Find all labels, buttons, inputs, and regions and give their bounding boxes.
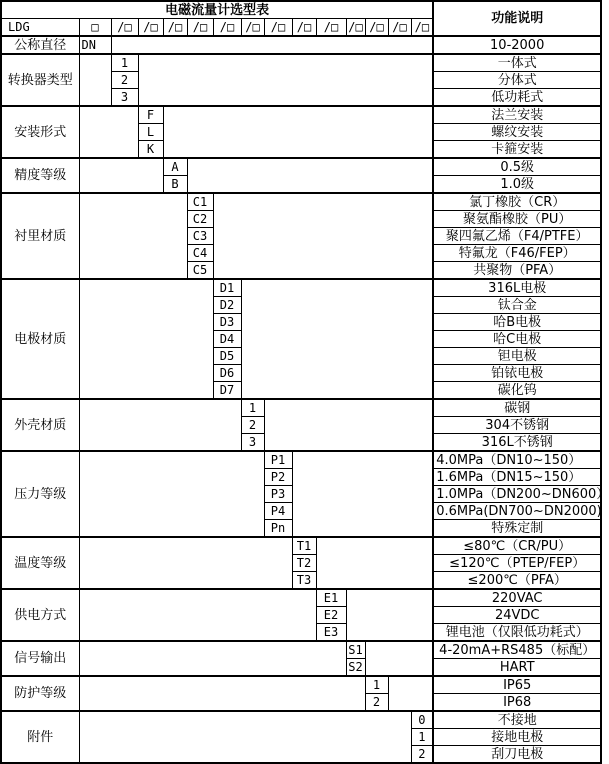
- gap-cell: [241, 279, 433, 399]
- function-desc: ≤80℃（CR/PU）: [433, 537, 601, 555]
- gap-cell: [292, 451, 433, 537]
- code-cell: 1: [111, 54, 138, 72]
- model-code-slot: /□: [388, 19, 411, 37]
- gap-cell: [79, 399, 241, 451]
- gap-cell: [79, 193, 187, 279]
- model-code-slot: □: [79, 19, 111, 37]
- page-title: 电磁流量计选型表: [1, 1, 433, 19]
- code-cell: DN: [79, 36, 111, 54]
- code-cell: D2: [213, 297, 241, 314]
- gap-cell: [187, 158, 433, 193]
- gap-cell: [213, 193, 433, 279]
- model-code-slot: /□: [346, 19, 365, 37]
- gap-cell: [79, 54, 111, 106]
- function-desc: 4-20mA+RS485（标配）: [433, 641, 601, 659]
- function-desc: 碳化钨: [433, 382, 601, 400]
- function-desc: 低功耗式: [433, 89, 601, 107]
- code-cell: T3: [292, 572, 316, 590]
- function-desc: 1.0级: [433, 176, 601, 194]
- category-label: 防护等级: [1, 676, 79, 711]
- code-cell: S1: [346, 641, 365, 659]
- code-cell: 2: [241, 417, 264, 434]
- function-desc: 碳钢: [433, 399, 601, 417]
- category-label: 压力等级: [1, 451, 79, 537]
- function-desc: 1.0MPa（DN200~DN600）: [433, 486, 601, 503]
- category-label: 安装形式: [1, 106, 79, 158]
- model-code-slot: /□: [187, 19, 213, 37]
- code-cell: D3: [213, 314, 241, 331]
- code-cell: D4: [213, 331, 241, 348]
- code-cell: P3: [264, 486, 292, 503]
- gap-cell: [163, 106, 433, 158]
- function-desc: 刮刀电极: [433, 746, 601, 764]
- code-cell: 1: [241, 399, 264, 417]
- code-cell: 3: [111, 89, 138, 107]
- function-desc: 4.0MPa（DN10~150）: [433, 451, 601, 469]
- code-cell: P2: [264, 469, 292, 486]
- gap-cell: [79, 106, 138, 158]
- function-desc: 铂铱电极: [433, 365, 601, 382]
- function-desc: 304不锈钢: [433, 417, 601, 434]
- category-label: 精度等级: [1, 158, 79, 193]
- category-label: 附件: [1, 711, 79, 763]
- category-label: 转换器类型: [1, 54, 79, 106]
- code-cell: B: [163, 176, 187, 194]
- function-desc: 0.6MPa(DN700~DN2000): [433, 503, 601, 520]
- function-desc: 哈C电极: [433, 331, 601, 348]
- gap-cell: [264, 399, 433, 451]
- function-desc: 一体式: [433, 54, 601, 72]
- function-desc: 钛合金: [433, 297, 601, 314]
- model-code-slot: /□: [316, 19, 346, 37]
- code-cell: E1: [316, 589, 346, 607]
- code-cell: C4: [187, 245, 213, 262]
- code-cell: L: [138, 124, 163, 141]
- code-cell: T1: [292, 537, 316, 555]
- model-prefix: LDG: [1, 19, 79, 37]
- function-desc: 不接地: [433, 711, 601, 729]
- model-code-slot: /□: [264, 19, 292, 37]
- category-label: 温度等级: [1, 537, 79, 589]
- code-cell: C2: [187, 211, 213, 228]
- function-desc: 锂电池（仅限低功耗式）: [433, 624, 601, 642]
- code-cell: T2: [292, 555, 316, 572]
- category-label: 供电方式: [1, 589, 79, 641]
- code-cell: E2: [316, 607, 346, 624]
- function-desc: 聚四氟乙烯（F4/PTFE）: [433, 228, 601, 245]
- function-desc: 聚氨酯橡胶（PU）: [433, 211, 601, 228]
- code-cell: C1: [187, 193, 213, 211]
- function-desc: 24VDC: [433, 607, 601, 624]
- model-code-slot: /□: [213, 19, 241, 37]
- function-desc: 螺纹安装: [433, 124, 601, 141]
- function-desc: 法兰安装: [433, 106, 601, 124]
- code-cell: 1: [411, 729, 433, 746]
- gap-cell: [346, 589, 433, 641]
- gap-cell: [79, 711, 411, 763]
- function-desc: 钽电极: [433, 348, 601, 365]
- code-cell: C3: [187, 228, 213, 245]
- function-desc: ≤200℃（PFA）: [433, 572, 601, 590]
- gap-cell: [79, 641, 346, 676]
- function-desc: 特氟龙（F46/FEP）: [433, 245, 601, 262]
- function-desc: 316L不锈钢: [433, 434, 601, 452]
- code-cell: 2: [411, 746, 433, 764]
- gap-cell: [111, 36, 433, 54]
- code-cell: K: [138, 141, 163, 159]
- model-code-slot: /□: [163, 19, 187, 37]
- model-code-slot: /□: [292, 19, 316, 37]
- function-desc: 接地电极: [433, 729, 601, 746]
- function-desc: HART: [433, 659, 601, 677]
- function-desc: 分体式: [433, 72, 601, 89]
- code-cell: 1: [365, 676, 388, 694]
- function-desc: IP68: [433, 694, 601, 712]
- category-label: 公称直径: [1, 36, 79, 54]
- function-desc: 哈B电极: [433, 314, 601, 331]
- code-cell: 2: [111, 72, 138, 89]
- model-code-slot: /□: [111, 19, 138, 37]
- code-cell: D1: [213, 279, 241, 297]
- model-code-slot: /□: [365, 19, 388, 37]
- category-label: 电极材质: [1, 279, 79, 399]
- function-desc: 220VAC: [433, 589, 601, 607]
- code-cell: 3: [241, 434, 264, 452]
- function-desc: 316L电极: [433, 279, 601, 297]
- category-label: 信号输出: [1, 641, 79, 676]
- function-desc: 10-2000: [433, 36, 601, 54]
- function-desc: 卡箍安装: [433, 141, 601, 159]
- function-desc: 氯丁橡胶（CR）: [433, 193, 601, 211]
- gap-cell: [316, 537, 433, 589]
- function-desc: 特殊定制: [433, 520, 601, 538]
- gap-cell: [138, 54, 433, 106]
- function-desc: 共聚物（PFA）: [433, 262, 601, 280]
- function-column-header: 功能说明: [433, 1, 601, 36]
- code-cell: D5: [213, 348, 241, 365]
- code-cell: D7: [213, 382, 241, 400]
- function-desc: ≤120℃（PTEP/FEP）: [433, 555, 601, 572]
- code-cell: P4: [264, 503, 292, 520]
- code-cell: P1: [264, 451, 292, 469]
- model-code-slot: /□: [411, 19, 433, 37]
- code-cell: S2: [346, 659, 365, 677]
- code-cell: 0: [411, 711, 433, 729]
- gap-cell: [79, 676, 365, 711]
- category-label: 外壳材质: [1, 399, 79, 451]
- function-desc: 0.5级: [433, 158, 601, 176]
- gap-cell: [79, 158, 163, 193]
- category-label: 衬里材质: [1, 193, 79, 279]
- code-cell: C5: [187, 262, 213, 280]
- gap-cell: [79, 537, 292, 589]
- function-desc: 1.6MPa（DN15~150）: [433, 469, 601, 486]
- code-cell: E3: [316, 624, 346, 642]
- code-cell: A: [163, 158, 187, 176]
- model-code-slot: /□: [138, 19, 163, 37]
- model-code-slot: /□: [241, 19, 264, 37]
- gap-cell: [388, 676, 433, 711]
- code-cell: F: [138, 106, 163, 124]
- code-cell: D6: [213, 365, 241, 382]
- code-cell: Pn: [264, 520, 292, 538]
- gap-cell: [365, 641, 433, 676]
- gap-cell: [79, 279, 213, 399]
- gap-cell: [79, 451, 264, 537]
- function-desc: IP65: [433, 676, 601, 694]
- code-cell: 2: [365, 694, 388, 712]
- gap-cell: [79, 589, 316, 641]
